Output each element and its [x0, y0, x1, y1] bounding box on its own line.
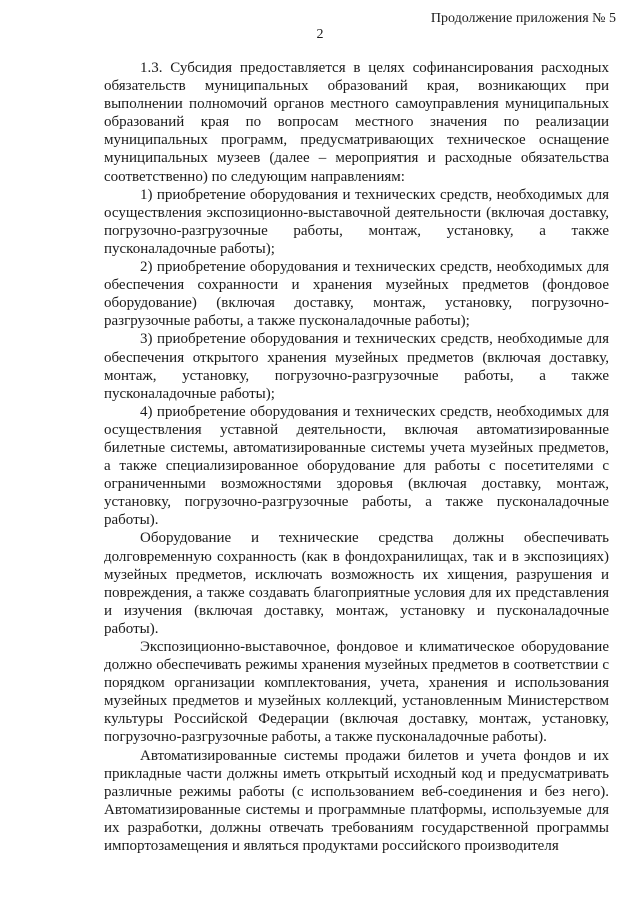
paragraph-item-1: 1) приобретение оборудования и технических средств, необходимых для осуществления экспозиционно-выставочной деятельности (включая доставку, погрузочно-разгрузочные работы, монтаж, установку, а также пусконаладочные работы); [104, 186, 609, 257]
paragraph-equipment-requirements: Оборудование и технические средства должны обеспечивать долговременную сохранность (как в фондохранилищах, так и в экспозициях) музейных предметов, исключать возможность их хищения, разрушения и повреждения, а также создавать благоприятные условия для их представления и изучения (включая доставку, монтаж, установку и пусконаладочные работы). [104, 530, 609, 637]
document-body [104, 59, 609, 855]
paragraph-automated-systems: Автоматизированные системы продажи билетов и учета фондов и их прикладные части должны иметь открытый исходный код и предусматривать различные режимы работы (с использованием веб-соединения и без него). Автоматизированные системы и программные платформы, используемые для их разработки, должны отвечать требованиям государственной программы импортозамещения и являться продуктами российского производителя [104, 747, 609, 855]
paragraph-exhibition-equipment: Экспозиционно-выставочное, фондовое и климатическое оборудование должно обеспечивать режимы хранения музейных предметов в соответствии с порядком организации комплектования, учета, хранения и использования музейных предметов и музейных коллекций, установленным Министерством культуры Российской Федерации (включая доставку, монтаж, установку, погрузочно-разгрузочные работы, а также пусконаладочные работы). [104, 639, 609, 746]
appendix-continuation-label: Продолжение приложения № 5 [430, 11, 616, 26]
page-number: 2 [316, 27, 324, 42]
paragraph-item-4: 4) приобретение оборудования и технических средств, необходимых для осуществления уставной деятельности, включая автоматизированные билетные системы, автоматизированные системы учета музейных предметов, а также специализированное оборудование для работы с посетителями с ограниченными возможностями здоровья (включая доставку, монтаж, установку, погрузочно-разгрузочные работы, а также пусконаладочные работы). [104, 403, 609, 529]
paragraph-1-3-intro: 1.3. Субсидия предоставляется в целях софинансирования расходных обязательств муниципальных образований края, возникающих при выполнении полномочий органов местного самоуправления муниципальных образований края по вопросам местного значения по реализации муниципальных программ, предусматривающих техническое оснащение муниципальных музеев (далее – мероприятия и расходные обязательства соответственно) по следующим направлениям: [104, 60, 609, 185]
paragraph-item-2: 2) приобретение оборудования и технических средств, необходимых для обеспечения сохранности и хранения музейных предметов (фондовое оборудование) (включая доставку, монтаж, установку, погрузочно-разгрузочные работы, а также пусконаладочные работы); [104, 259, 609, 330]
paragraph-item-3: 3) приобретение оборудования и технических средств, необходимые для обеспечения открытого хранения музейных предметов (включая доставку, монтаж, установку, погрузочно-разгрузочные работы, а также пусконаладочные работы); [104, 331, 609, 402]
